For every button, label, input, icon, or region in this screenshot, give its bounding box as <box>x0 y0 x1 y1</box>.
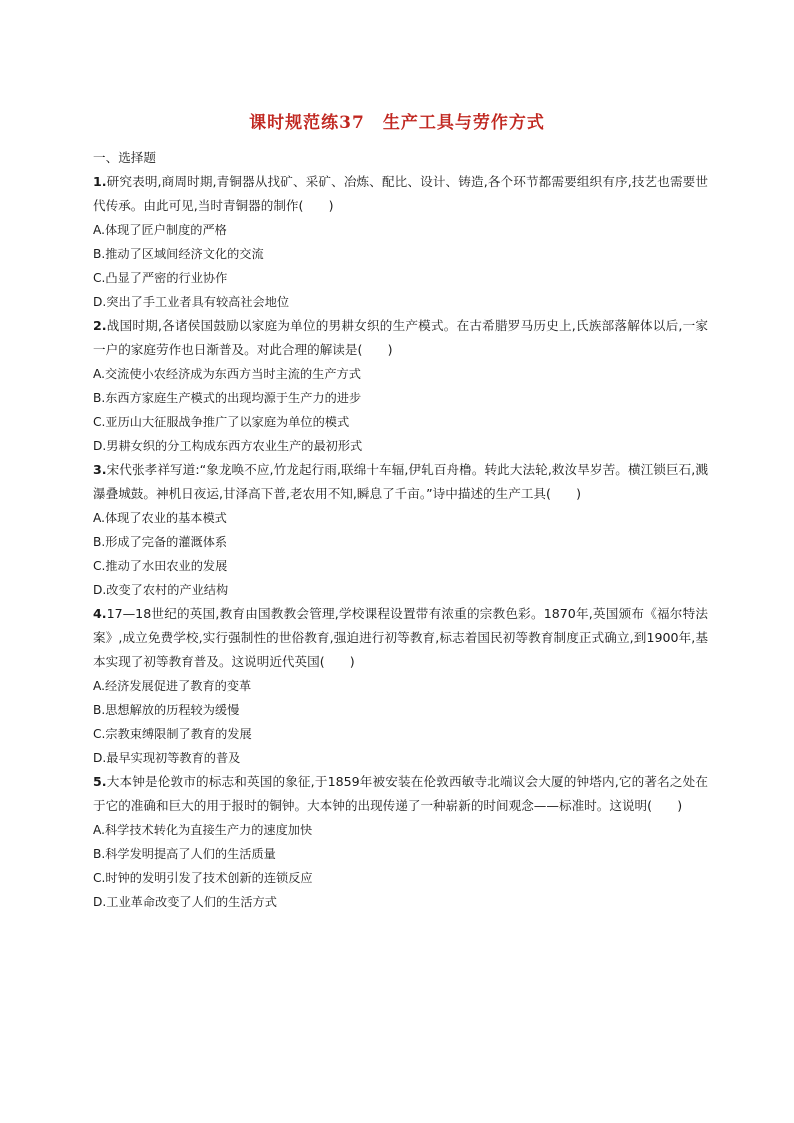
option-b: B.科学发明提高了人们的生活质量 <box>93 847 276 861</box>
option-b: B.思想解放的历程较为缓慢 <box>93 703 240 717</box>
option-a: A.体现了农业的基本模式 <box>93 511 227 525</box>
question-number: 3. <box>93 462 107 477</box>
option-c: C.凸显了严密的行业协作 <box>93 271 228 285</box>
option-b: B.东西方家庭生产模式的出现均源于生产力的进步 <box>93 391 362 405</box>
question-stem <box>93 314 708 362</box>
option-a: A.科学技术转化为直接生产力的速度加快 <box>93 823 313 837</box>
question-list <box>93 146 708 914</box>
question-1 <box>93 170 708 314</box>
option-c: C.推动了水田农业的发展 <box>93 559 228 573</box>
option-d: D.突出了手工业者具有较高社会地位 <box>93 295 290 309</box>
option-b: B.推动了区域间经济文化的交流 <box>93 247 264 261</box>
question-stem <box>93 170 708 218</box>
question-2 <box>93 314 708 458</box>
question-text: 研究表明,商周时期,青铜器从找矿、采矿、冶炼、配比、设计、铸造,各个环节都需要组织有序,技艺也需要世代传承。由此可见,当时青铜器的制作( ) <box>93 174 708 213</box>
question-3 <box>93 458 708 602</box>
question-text: 大本钟是伦敦市的标志和英国的象征,于1859年被安装在伦敦西敏寺北端议会大厦的钟塔内,它的著名之处在于它的准确和巨大的用于报时的铜钟。大本钟的出现传递了一种崭新的时间观念——标准时。这说明( ) <box>93 774 708 813</box>
question-4 <box>93 602 708 770</box>
option-c: C.时钟的发明引发了技术创新的连锁反应 <box>93 871 313 885</box>
question-number: 4. <box>93 606 107 621</box>
option-b: B.形成了完备的灌溉体系 <box>93 535 228 549</box>
question-number: 2. <box>93 318 107 333</box>
question-text: 宋代张孝祥写道:“象龙唤不应,竹龙起行雨,联绵十车辐,伊轧百舟橹。转此大法轮,救汝旱岁苦。横江锁巨石,溅瀑叠城鼓。神机日夜运,甘泽高下普,老农用不知,瞬息了千亩。”诗中描述的生产工具( ) <box>93 462 708 501</box>
question-text: 17—18世纪的英国,教育由国教教会管理,学校课程设置带有浓重的宗教色彩。1870年,英国颁布《福尔特法案》,成立免费学校,实行强制性的世俗教育,强迫进行初等教育,标志着国民初等教育制度正式确立,到1900年,基本实现了初等教育普及。这说明近代英国( ) <box>93 606 708 669</box>
option-d: D.男耕女织的分工构成东西方农业生产的最初形式 <box>93 439 363 453</box>
option-a: A.体现了匠户制度的严格 <box>93 223 227 237</box>
option-a: A.交流使小农经济成为东西方当时主流的生产方式 <box>93 367 361 381</box>
question-number: 1. <box>93 174 107 189</box>
question-number: 5. <box>93 774 107 789</box>
option-a: A.经济发展促进了教育的变革 <box>93 679 252 693</box>
section-heading: 一、选择题 <box>93 150 156 165</box>
option-d: D.工业革命改变了人们的生活方式 <box>93 895 277 909</box>
option-d: D.最早实现初等教育的普及 <box>93 751 241 765</box>
option-c: C.亚历山大征服战争推广了以家庭为单位的模式 <box>93 415 350 429</box>
page-title: 课时规范练37 生产工具与劳作方式 <box>249 113 545 133</box>
question-stem <box>93 602 708 674</box>
question-text: 战国时期,各诸侯国鼓励以家庭为单位的男耕女织的生产模式。在古希腊罗马历史上,氏族部落解体以后,一家一户的家庭劳作也日渐普及。对此合理的解读是( ) <box>93 318 708 357</box>
option-c: C.宗教束缚限制了教育的发展 <box>93 727 252 741</box>
question-stem <box>93 770 708 818</box>
option-d: D.改变了农村的产业结构 <box>93 583 229 597</box>
question-stem <box>93 458 708 506</box>
question-5 <box>93 770 708 914</box>
